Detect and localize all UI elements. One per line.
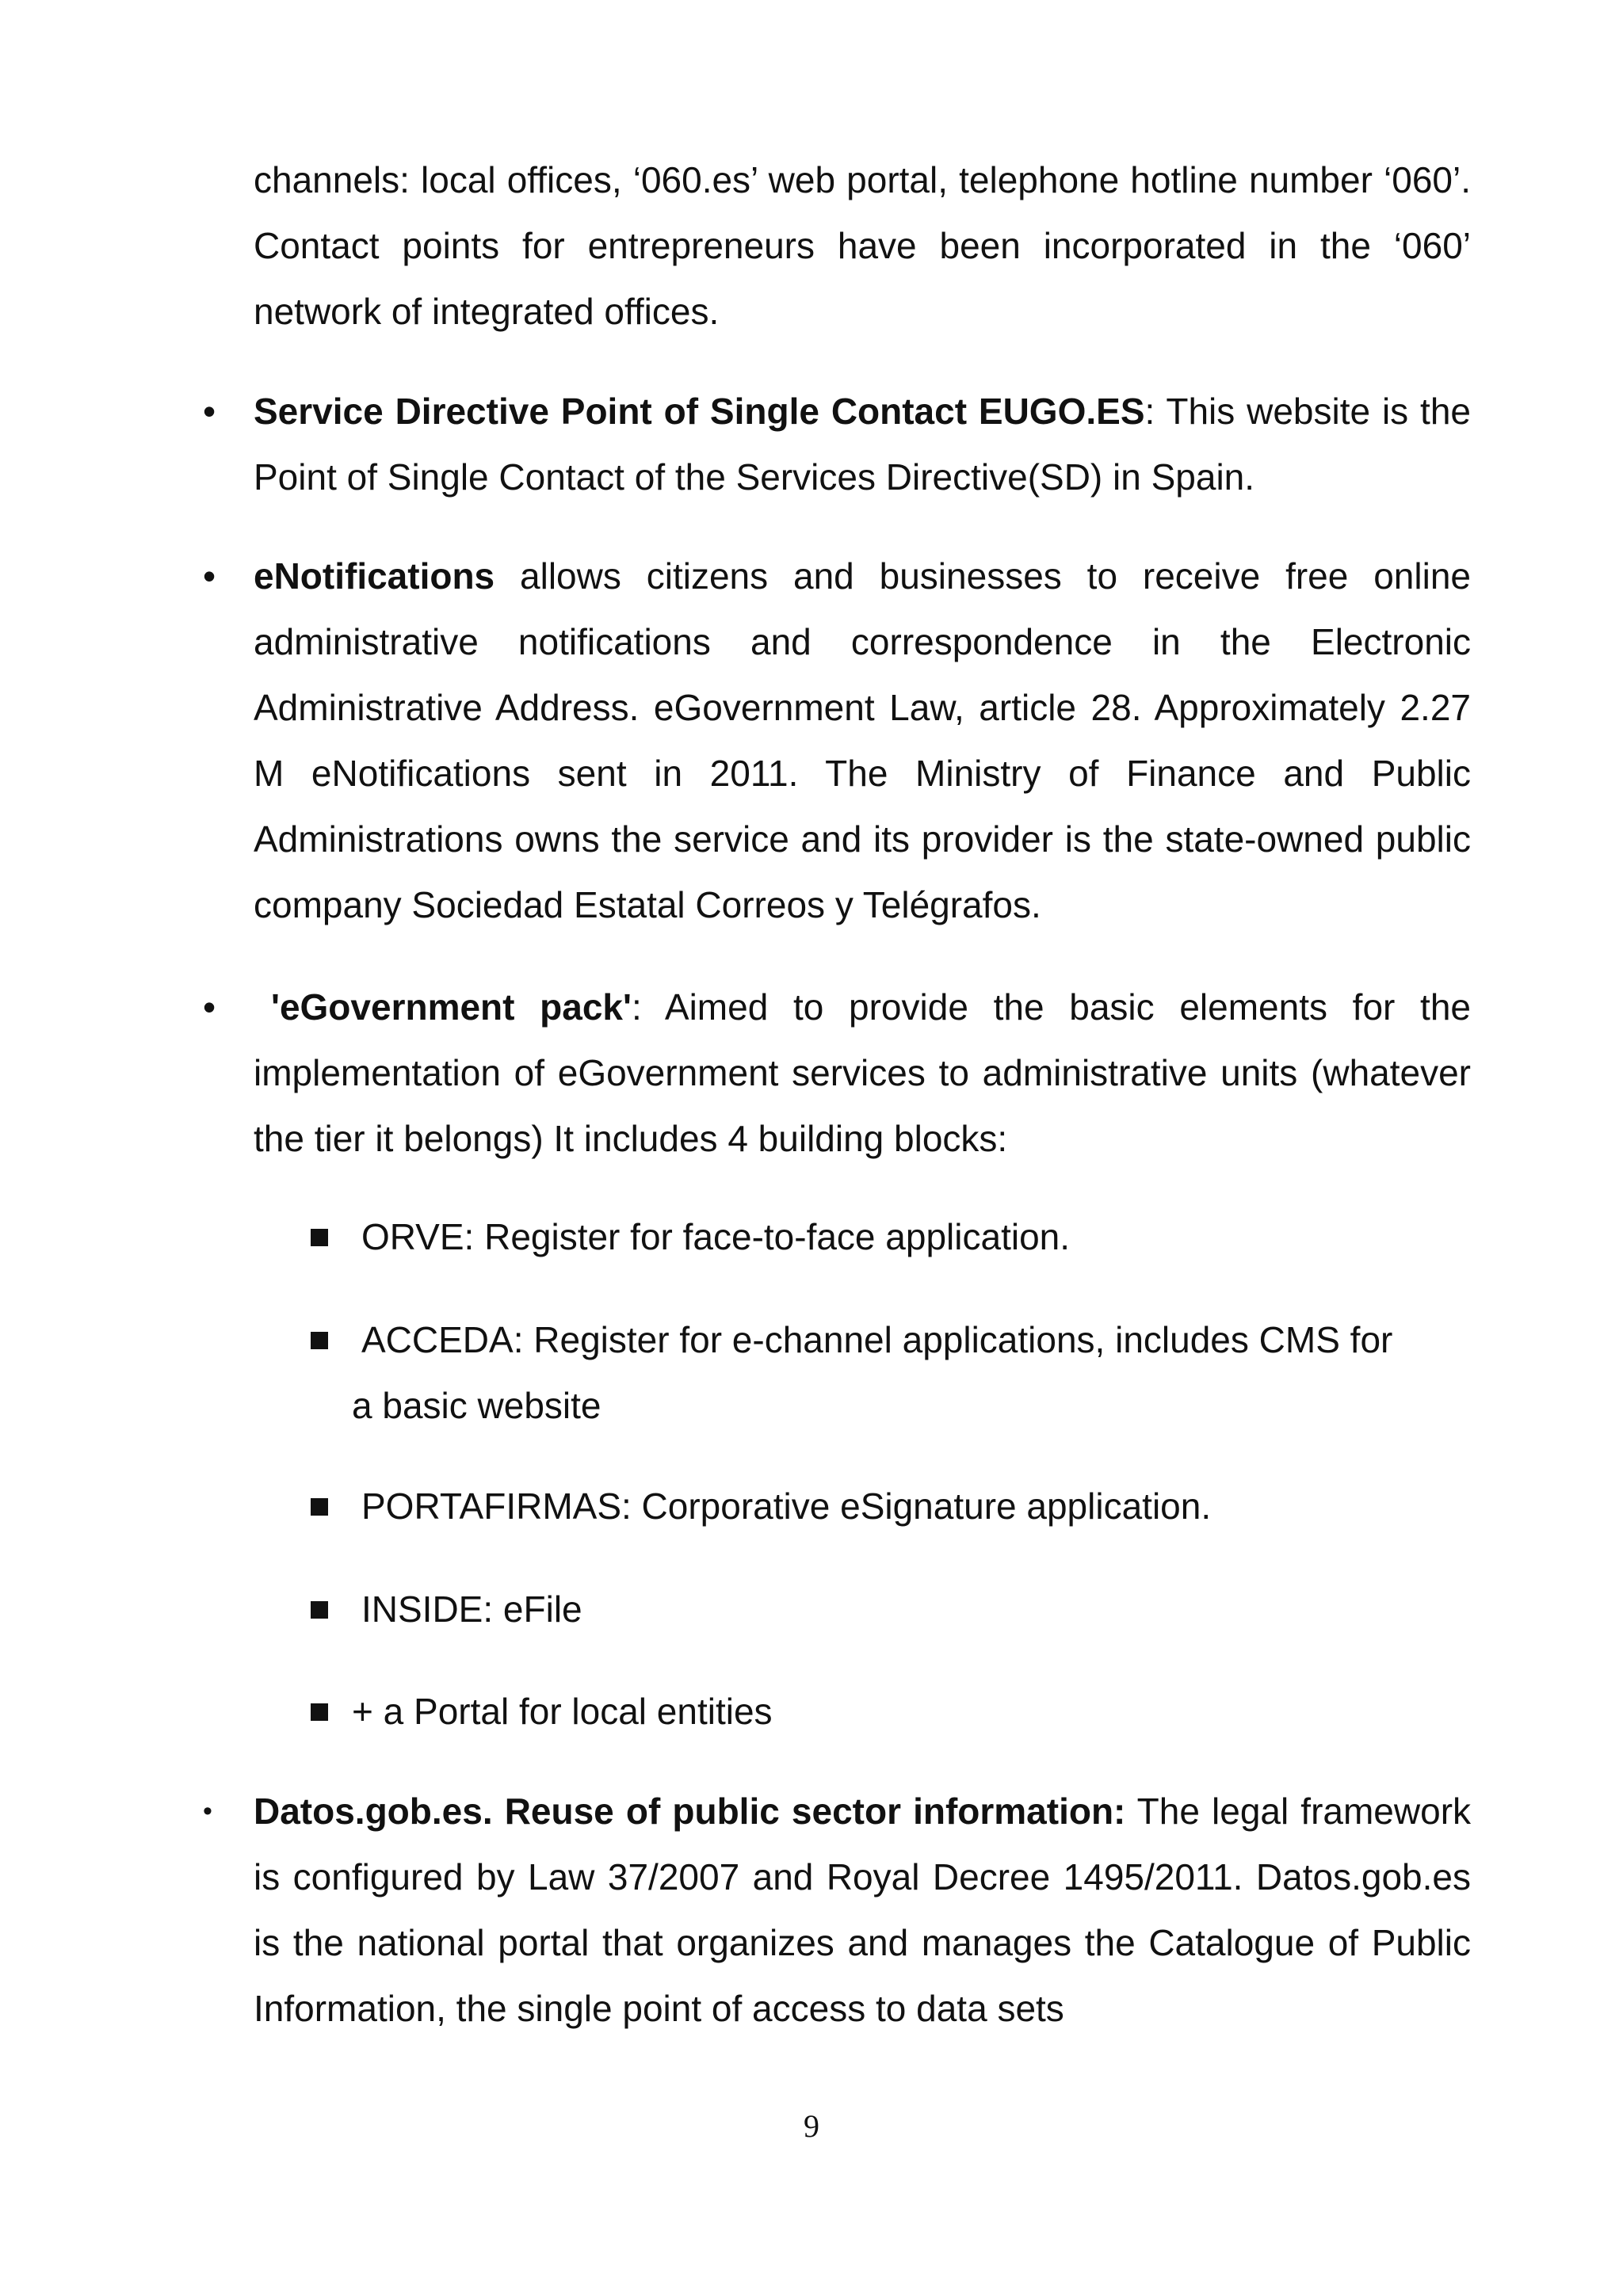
sub-item-portafirmas: PORTAFIRMAS: Corporative eSignature application. [361,1486,1212,1527]
bullet-marker: • [203,391,216,432]
square-bullet-icon [311,1601,328,1619]
sub-item-acceda-line1: ACCEDA: Register for e-channel applications, includes CMS for [361,1319,1393,1360]
item-text: The legal framework is configured by Law 37/2007 and Royal Decree 1495/2011. Datos.gob.es is the national portal that organizes and manages the Catalogue of Public Information, the single point of access to data sets [254,1791,1472,2029]
sub-item-acceda-line2: a basic website [352,1385,601,1426]
sub-item-portal: + a Portal for local entities [352,1691,773,1732]
item-heading: eNotifications [254,555,495,597]
item-heading: 'eGovernment pack' [271,986,632,1028]
square-bullet-icon [311,1229,328,1246]
sub-item-inside: INSIDE: eFile [361,1589,582,1630]
page-number: 9 [804,2108,819,2144]
continuation-paragraph [254,147,1471,345]
list-item-datos-gob [254,1779,1471,2042]
item-heading: Service Directive Point of Single Contact EUGO.ES [254,391,1145,432]
paragraph-text: channels: local offices, ‘060.es’ web portal, telephone hotline number ‘060’. Contact points for entrepreneurs have been incorporated in the ‘060’ network of integrated offices. [254,159,1471,332]
list-item-enotifications [254,543,1471,938]
item-heading: Datos.gob.es. Reuse of public sector information: [254,1791,1126,1832]
list-item-egovernment-pack [254,974,1471,1172]
sub-item-orve: ORVE: Register for face-to-face application. [361,1216,1071,1257]
square-bullet-icon [311,1332,328,1349]
item-text: : Aimed to provide the basic elements for the implementation of eGovernment services to administrative units (whatever the tier it belongs) It includes 4 building blocks: [254,986,1471,1159]
list-item-eugo [254,379,1471,510]
bullet-marker: • [203,1796,212,1826]
bullet-marker: • [203,986,216,1028]
item-text: allows citizens and businesses to receive free online administrative notifications and correspondence in the Electronic Administrative Address. eGovernment Law, article 28. Approximately 2.27 M eNotifications sent in 2011. The Ministry of Finance and Public Administrations owns the service and its provider is the state-owned public company Sociedad Estatal Correos y Telégrafos. [254,555,1471,925]
bullet-marker: • [203,555,216,597]
square-bullet-icon [311,1703,328,1721]
square-bullet-icon [311,1498,328,1516]
item-text: : This website is the Point of Single Contact of the Services Directive(SD) in Spain. [254,391,1471,498]
